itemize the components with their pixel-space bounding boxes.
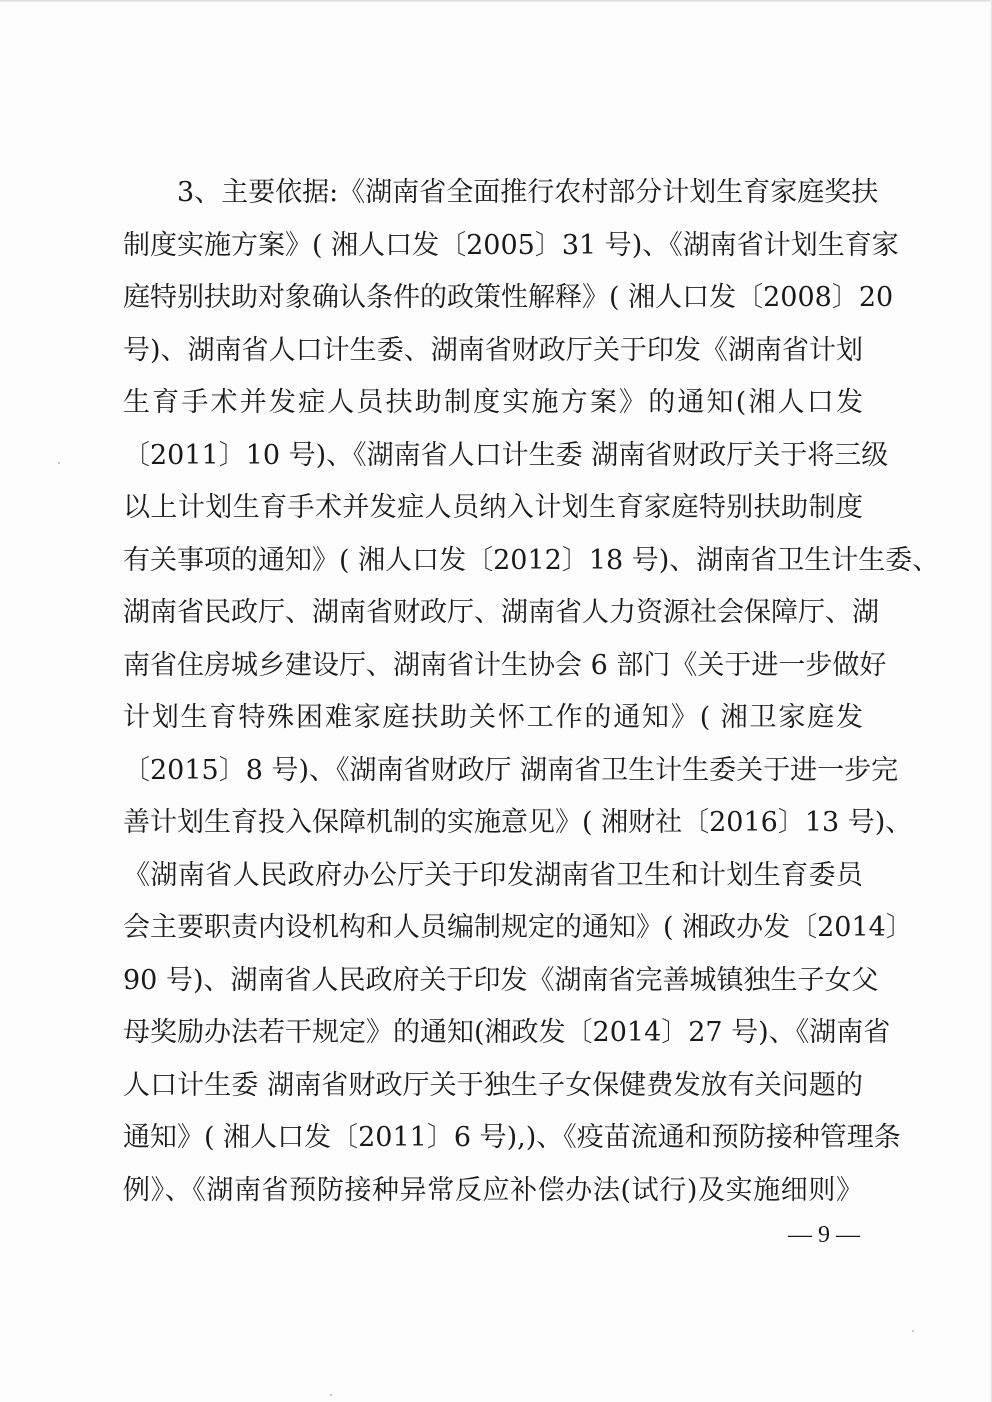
text-line: 母奖励办法若干规定》的通知(湘政发〔2014〕27 号)、《湖南省 [123,1017,891,1048]
text-line: 制度实施方案》( 湘人口发〔2005〕31 号)、《湖南省计划生育家 [123,229,899,261]
text-line: 〔2015〕8 号)、《湖南省财政厅 湖南省卫生计生委关于进一步完 [123,754,899,786]
text-line: 有关事项的通知》( 湘人口发〔2012〕18 号)、湖南省卫生计生委、 [123,544,940,576]
scan-speck [330,1394,332,1396]
scan-speck [58,462,60,464]
text-line: 生育手术并发症人员扶助制度实施方案》的通知(湘人口发 [123,387,863,418]
body-paragraph [123,170,940,1220]
text-line: 人口计生委 湖南省财政厅关于独生子女保健费发放有关问题的 [123,1069,863,1101]
text-line: 南省住房城乡建设厅、湖南省计生协会 6 部门《关于进一步做好 [123,649,887,681]
text-line: 会主要职责内设机构和人员编制规定的通知》( 湘政办发〔2014〕 [123,912,913,943]
text-line: 〔2011〕10 号)、《湖南省人口计生委 湖南省财政厅关于将三级 [123,439,889,471]
text-line: 号)、湖南省人口计生委、湖南省财政厅关于印发《湖南省计划 [123,334,863,366]
scan-speck [912,1330,914,1332]
text-line: 以上计划生育手术并发症人员纳入计划生育家庭特别扶助制度 [123,492,863,523]
text-line: 例》、《湖南省预防接种异常反应补偿办法(试行)及实施细则》 [123,1174,863,1206]
text-line: 通知》( 湘人口发〔2011〕6 号),)、《疫苗流通和预防接种管理条 [123,1122,901,1153]
text-line: 计划生育特殊困难家庭扶助关怀工作的通知》( 湘卫家庭发 [123,702,863,733]
text-line: 3、主要依据:《湖南省全面推行农村部分计划生育家庭奖扶 [177,177,879,208]
text-line: 90 号)、湖南省人民政府关于印发《湖南省完善城镇独生子女父 [123,964,879,996]
scan-edge-top [0,0,992,3]
text-line: 善计划生育投入保障机制的实施意见》( 湘财社〔2016〕13 号)、 [123,807,913,838]
text-line: 《湖南省人民政府办公厅关于印发湖南省卫生和计划生育委员 [123,859,863,891]
text-line: 庭特别扶助对象确认条件的政策性解释》( 湘人口发〔2008〕20 [123,282,894,313]
page-number: — 9 — [788,1222,860,1248]
text-line: 湖南省民政厅、湖南省财政厅、湖南省人力资源社会保障厅、湖 [123,597,879,628]
